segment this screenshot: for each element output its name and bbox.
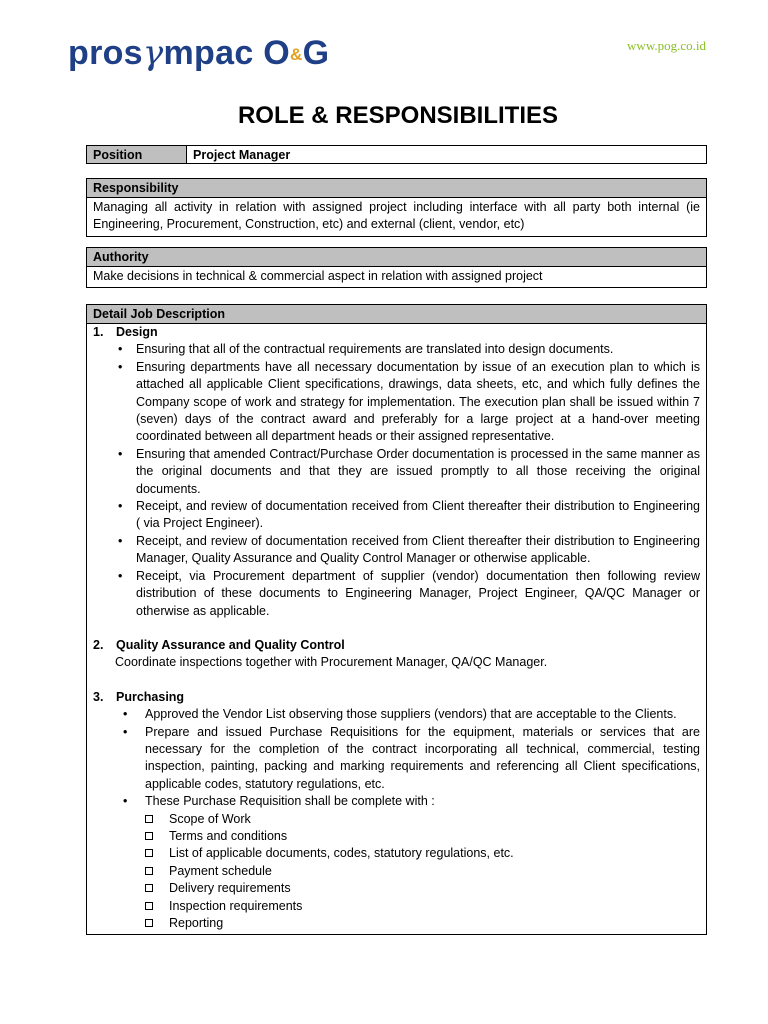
list-item: • Approved the Vendor List observing those suppliers (vendors) that are acceptable to the Clients. xyxy=(116,706,700,723)
detail-header: Detail Job Description xyxy=(87,305,706,324)
list-item: • Ensuring that all of the contractual requirements are translated into design documents. xyxy=(113,341,700,358)
detail-box xyxy=(86,304,707,935)
checkbox-icon xyxy=(145,919,153,927)
list-item: • Receipt, and review of documentation received from Client thereafter their distribution to Engineering ( via Project Engineer). xyxy=(113,498,700,533)
checklist-item xyxy=(139,811,700,828)
list-item: • These Purchase Requisition shall be complete with : xyxy=(116,793,700,810)
checklist-label: Reporting xyxy=(169,916,224,930)
checkbox-icon xyxy=(145,867,153,875)
position-row xyxy=(86,145,707,164)
checklist-label: Scope of Work xyxy=(169,811,251,826)
checklist-label: Terms and conditions xyxy=(169,828,288,843)
list-item: • Ensuring departments have all necessary documentation by issue of an execution plan to which is attached all applicable Client specifications, drawings, data sheets, etc, and which fully defines the Company scope of work and strategy for implementation. The execution plan shall be issued within 7 (seven) days of the contract award and preferably for a large project at a hand-over meeting coordinated between all department heads or their assigned representative. xyxy=(113,359,700,446)
authority-text: Make decisions in technical & commercial aspect in relation with assigned project xyxy=(93,269,543,283)
authority-box xyxy=(86,247,707,288)
section-number: 3. xyxy=(93,689,104,704)
qaqc-text: Coordinate inspections together with Procurement Manager, QA/QC Manager. xyxy=(115,655,548,670)
responsibility-box xyxy=(86,178,707,237)
checklist-label: Delivery requirements xyxy=(169,881,291,896)
website-url[interactable]: www.pog.co.id xyxy=(627,38,706,53)
checklist-label: Inspection requirements xyxy=(169,898,303,913)
section-number: 2. xyxy=(93,637,104,652)
authority-header: Authority xyxy=(87,248,706,267)
responsibility-text: Managing all activity in relation with assigned project including interface with all party both internal (ie Engineering, Procurement, Construction, etc) and external (client, vendor, etc) xyxy=(93,200,700,232)
logo-ampersand: & xyxy=(290,45,303,65)
requisition-checklist xyxy=(93,811,700,933)
checklist-item xyxy=(139,898,700,915)
section-title: Quality Assurance and Quality Control xyxy=(116,637,345,652)
section-heading xyxy=(93,689,700,706)
list-item: • Prepare and issued Purchase Requisitions for the equipment, materials or services that are necessary for the completion of the contract incorporating all technical, commercial, testing inspection, painting, packing and marking requirements and referencing all Client specifications, applicable codes, statutory regulations, etc. xyxy=(116,724,700,794)
section-title: Purchasing xyxy=(116,689,185,704)
checkbox-icon xyxy=(145,849,153,857)
checklist-label: List of applicable documents, codes, statutory regulations, etc. xyxy=(169,846,514,861)
detail-body xyxy=(87,324,706,934)
list-item: • Ensuring that amended Contract/Purchase Order documentation is processed in the same manner as the original documents and that they are issued promptly to all those receiving the original documents. xyxy=(113,446,700,498)
logo-text-post: G xyxy=(302,34,330,72)
position-label: Position xyxy=(87,146,187,163)
section-title: Design xyxy=(116,325,158,339)
checkbox-icon xyxy=(145,884,153,892)
design-list xyxy=(93,341,700,620)
purchasing-list xyxy=(93,706,700,810)
section-heading xyxy=(93,637,700,654)
checklist-item xyxy=(139,828,700,845)
list-item: • Receipt, via Procurement department of supplier (vendor) documentation then following review distribution of these documents to Engineering Manager, Project Engineer, QA/QC Manager or otherwise as applicable. xyxy=(113,568,700,620)
section-heading xyxy=(93,324,700,341)
list-item: • Receipt, and review of documentation received from Client thereafter their distribution to Engineering Manager, Quality Assurance and Quality Control Manager or otherwise applicable. xyxy=(113,533,700,568)
company-logo xyxy=(68,30,329,78)
checklist-item xyxy=(139,880,700,897)
checklist-item xyxy=(139,845,700,862)
logo-gamma: γ xyxy=(142,33,164,73)
checklist-label: Payment schedule xyxy=(169,863,272,878)
section-number: 1. xyxy=(93,325,104,339)
checklist-item xyxy=(139,915,700,932)
checklist-item xyxy=(139,863,700,880)
position-value: Project Manager xyxy=(193,148,291,162)
responsibility-header: Responsibility xyxy=(87,179,706,198)
checkbox-icon xyxy=(145,832,153,840)
logo-text-mid: mpac O xyxy=(163,34,291,72)
checkbox-icon xyxy=(145,815,153,823)
checkbox-icon xyxy=(145,902,153,910)
logo-text-pre: pros xyxy=(68,34,143,72)
page-title: ROLE & RESPONSIBILITIES xyxy=(237,102,559,129)
